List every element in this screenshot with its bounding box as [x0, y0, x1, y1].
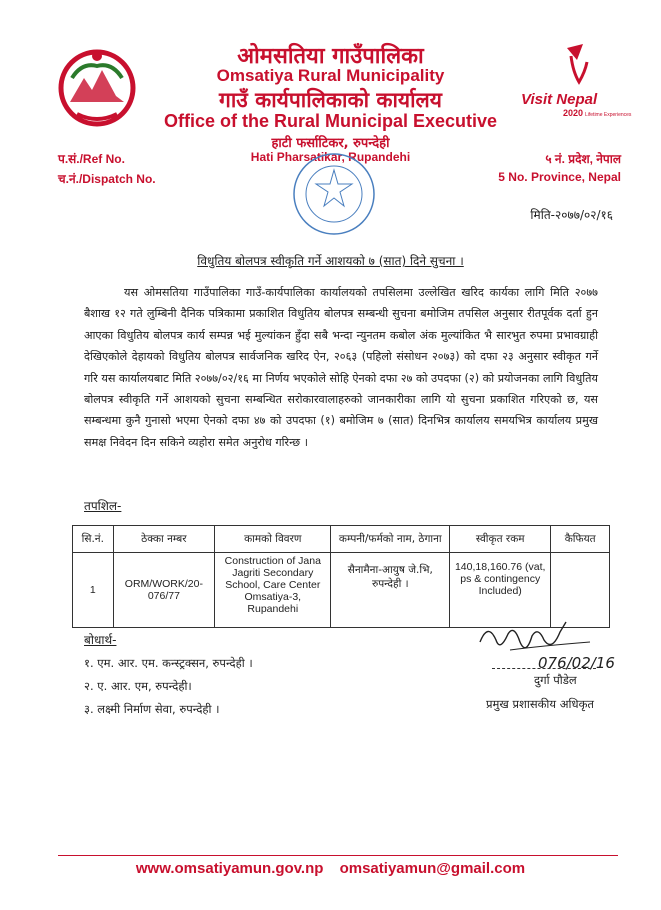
tapsil-label: तपशिल-: [84, 499, 122, 513]
footer-divider: [58, 855, 618, 856]
col-description: कामको विवरण: [215, 526, 331, 553]
visit-nepal-text: Visit Nepal: [521, 91, 598, 108]
handwritten-signature: [470, 612, 620, 682]
footer-email-link[interactable]: omsatiyamun@gmail.com: [339, 860, 526, 877]
office-name-ne: गाउँ कार्यपालिकाको कार्यालय: [219, 88, 442, 112]
address-en: Hati Pharsatikar, Rupandehi: [250, 150, 411, 164]
notice-body: यस ओमसतिया गाउँपालिका गाउँ-कार्यपालिका कार्यालयको तपसिलमा उल्लेखित खरिद कार्यका लागि मिति २०७७ बैशाख १२ गते लुम्बिनी दैनिक पत्रिकामा प्रकाशित विधुतिय बोलपत्र सम्बन्धी सुचना बमोजिम तपसिल अनुसार रीतपूर्वक दर्ता हुन आएका विधुतिय बोलपत्र कार्य सम्पन्न भई मुल्यांकन हुँदा सबै भन्दा न्युनतम कबोल अंक मुल्यांकित भै सारभुत रुपमा प्रभावग्राही देखिएकोले देहायको विधुतिय बोलपत्र सार्वजनिक खरिद ऐन, २०६३ (पहिलो संसोधन २०७३) को दफा २३ अनुसार स्वीकृत गर्ने गरि यस कार्यालयबाट मिति २०७७/०२/१६ मा निर्णय भएकोले सोहि ऐनको दफा २७ को उपदफा (२) को प्रयोजनका लागि विधुतिय बोलपत्र स्वीकृति गर्ने आशयको सुचना सम्बन्धित सरोकारवालाहरुको जानकारीका लागि यो सुचना प्रकाशित गरिएको छ, यस सम्बन्धमा कुनै गुनासो भएमा ऐनको दफा ४७ को उपदफा (१) बमोजिम ७ (सात) दिनभित्र कार्यालय समयभित्र कार्यालय प्रमुख समक्ष निवेदन दिन सकिने व्यहोरा समेत अनुरोध गरिन्छ ।: [84, 286, 598, 449]
cell-company: सैनामैना-आयुष जे.भि, रुपन्देही ।: [331, 553, 450, 628]
cell-amount: 140,18,160.76 (vat, ps & contingency Included): [450, 553, 551, 628]
signatory-title: प्रमुख प्रशासकीय अधिकृत: [486, 697, 594, 711]
footer-website-link[interactable]: www.omsatiyamun.gov.np: [135, 860, 324, 877]
province-ne: ५ नं. प्रदेश, नेपाल: [545, 152, 621, 166]
col-remarks: कैफियत: [551, 526, 610, 553]
cc-item: १. एम. आर. एम. कन्स्ट्रक्सन, रुपन्देही ।: [84, 656, 253, 670]
office-name-en: Office of the Rural Municipal Executive: [163, 111, 498, 131]
col-contract: ठेक्का नम्बर: [113, 526, 215, 553]
signatory-name: दुर्गा पौडेल: [534, 673, 577, 687]
cell-sn: 1: [73, 553, 114, 628]
province-en: 5 No. Province, Nepal: [498, 170, 621, 184]
cell-description: Construction of Jana Jagriti Secondary School, Care Center Omsatiya-3, Rupandehi: [215, 553, 331, 628]
footer: [0, 860, 661, 877]
notice-subject: विधुतिय बोलपत्र स्वीकृति गर्ने आशयको ७ (सात) दिने सुचना ।: [197, 254, 464, 268]
address-ne: हाटी फर्साटिकर, रुपन्देही: [271, 136, 390, 151]
col-amount: स्वीकृत रकम: [450, 526, 551, 553]
col-company: कम्पनी/फर्मको नाम, ठेगाना: [331, 526, 450, 553]
official-stamp: [290, 150, 378, 238]
signature-line: [492, 668, 596, 669]
dispatch-no-label: च.नं./Dispatch No.: [58, 172, 156, 186]
visit-nepal-tagline: Lifetime Experiences: [585, 112, 632, 118]
notice-date: मिति-२०७७/०२/१६: [530, 208, 613, 222]
municipality-name-en: Omsatiya Rural Municipality: [216, 66, 445, 85]
ref-no-label: प.सं./Ref No.: [58, 152, 125, 166]
cc-item: ३. लक्ष्मी निर्माण सेवा, रुपन्देही ।: [84, 702, 220, 716]
municipality-name-ne: ओमसतिया गाउँपालिका: [237, 44, 424, 69]
handwritten-date: 076/02/16: [538, 654, 615, 672]
col-sn: सि.नं.: [73, 526, 114, 553]
cell-contract: ORM/WORK/20-076/77: [113, 553, 215, 628]
cc-item: २. ए. आर. एम, रुपन्देही।: [84, 679, 192, 693]
table-header-row: [73, 526, 610, 553]
bodharth-label: बोधार्थ-: [84, 633, 117, 647]
visit-nepal-year: 2020: [563, 108, 584, 118]
